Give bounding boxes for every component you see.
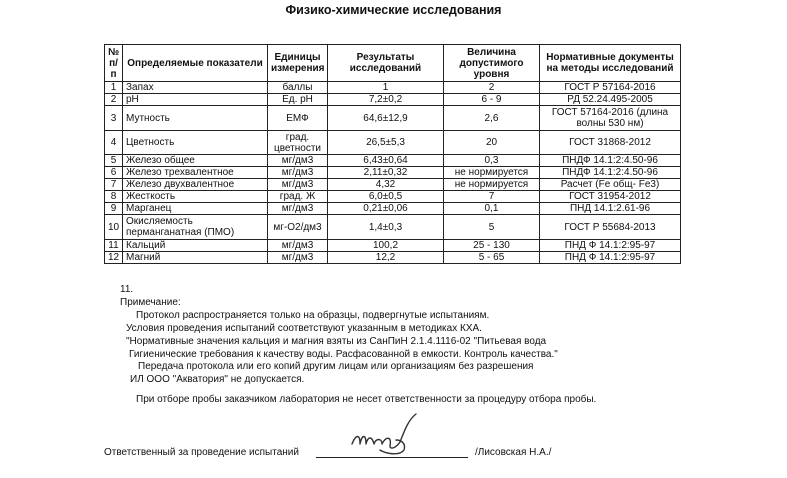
permissible-level: 5 - 65 [444, 252, 540, 264]
permissible-level: 2 [444, 82, 540, 94]
row-number: 6 [105, 167, 123, 179]
indicator-name: Железо общее [123, 155, 268, 167]
result-value: 1 [328, 82, 444, 94]
indicator-name: Кальций [123, 240, 268, 252]
responsible-label: Ответственный за проведение испытаний [104, 447, 299, 458]
permissible-level: 2,6 [444, 106, 540, 131]
units: баллы [268, 82, 328, 94]
units: мг/дм3 [268, 203, 328, 215]
method-document: ПНД 14.1:2.61-96 [540, 203, 681, 215]
table-row [105, 252, 681, 264]
row-number: 9 [105, 203, 123, 215]
table-row [105, 131, 681, 155]
indicator-name: Жесткость [123, 191, 268, 203]
units: мг/дм3 [268, 179, 328, 191]
row-number: 2 [105, 94, 123, 106]
units: мг-О2/дм3 [268, 215, 328, 240]
row-number: 11 [105, 240, 123, 252]
units: мг/дм3 [268, 252, 328, 264]
note-line: Передача протокола или его копий другим лицам или организациям без разрешения [138, 361, 534, 372]
document-title: Физико-химические исследования [285, 3, 502, 17]
row-number: 1 [105, 82, 123, 94]
indicator-name: Железо двухвалентное [123, 179, 268, 191]
table-row [105, 106, 681, 131]
note-line: Условия проведения испытаний соответствуют указанным в методиках КХА. [126, 323, 482, 334]
table-row [105, 203, 681, 215]
method-document: ПНДФ 14.1:2:4.50-96 [540, 155, 681, 167]
method-document: ГОСТ 31868-2012 [540, 131, 681, 155]
method-document: ГОСТ Р 55684-2013 [540, 215, 681, 240]
table-row [105, 155, 681, 167]
result-value: 6,43±0,64 [328, 155, 444, 167]
units: Ед. pH [268, 94, 328, 106]
indicator-name: Окисляемость перманганатная (ПМО) [123, 215, 268, 240]
table-row [105, 215, 681, 240]
column-header-limit: Величина допустимого уровня [444, 45, 540, 82]
indicator-name: Железо трехвалентное [123, 167, 268, 179]
table-row [105, 240, 681, 252]
table-row [105, 167, 681, 179]
units: мг/дм3 [268, 167, 328, 179]
permissible-level: 0,3 [444, 155, 540, 167]
method-document: Расчет (Fe общ- Fe3) [540, 179, 681, 191]
signature [346, 410, 426, 460]
permissible-level: 5 [444, 215, 540, 240]
result-value: 7,2±0,2 [328, 94, 444, 106]
result-value: 0,21±0,06 [328, 203, 444, 215]
section-number: 11. [120, 284, 134, 295]
permissible-level: 7 [444, 191, 540, 203]
note-line: ИЛ ООО "Акватория" не допускается. [130, 374, 305, 385]
units: мг/дм3 [268, 155, 328, 167]
note-label: Примечание: [120, 297, 181, 308]
units: град. Ж [268, 191, 328, 203]
method-document: ПНДФ 14.1:2:4.50-96 [540, 167, 681, 179]
result-value: 2,11±0,32 [328, 167, 444, 179]
indicator-name: Магний [123, 252, 268, 264]
sampling-note: При отборе пробы заказчиком лаборатория не несет ответственности за процедуру отбора пробы. [136, 394, 597, 405]
method-document: РД 52.24.495-2005 [540, 94, 681, 106]
row-number: 4 [105, 131, 123, 155]
method-document: ГОСТ 31954-2012 [540, 191, 681, 203]
permissible-level: 20 [444, 131, 540, 155]
permissible-level: 0,1 [444, 203, 540, 215]
indicator-name: Цветность [123, 131, 268, 155]
column-header-results: Результаты исследований [328, 45, 444, 82]
row-number: 7 [105, 179, 123, 191]
table-row [105, 82, 681, 94]
method-document: ГОСТ 57164-2016 (длина волны 530 нм) [540, 106, 681, 131]
row-number: 8 [105, 191, 123, 203]
note-line: Протокол распространяется только на образцы, подвергнутые испытаниям. [136, 310, 490, 321]
row-number: 3 [105, 106, 123, 131]
permissible-level: 6 - 9 [444, 94, 540, 106]
result-value: 12,2 [328, 252, 444, 264]
permissible-level: 25 - 130 [444, 240, 540, 252]
note-line: Гигиенические требования к качеству воды. Расфасованной в емкости. Контроль качества." [129, 349, 558, 360]
responsible-name: /Лисовская Н.А./ [475, 447, 552, 458]
indicator-name: Марганец [123, 203, 268, 215]
result-value: 64,6±12,9 [328, 106, 444, 131]
result-value: 6,0±0,5 [328, 191, 444, 203]
method-document: ПНД Ф 14.1:2:95-97 [540, 240, 681, 252]
results-table [104, 44, 681, 264]
note-line: "Нормативные значения кальция и магния взяты из СанПиН 2.1.4.1116-02 "Питьевая вода [126, 336, 547, 347]
column-header-method: Нормативные документы на методы исследований [540, 45, 681, 82]
permissible-level: не нормируется [444, 179, 540, 191]
indicator-name: Мутность [123, 106, 268, 131]
row-number: 5 [105, 155, 123, 167]
signature-line [316, 457, 468, 458]
result-value: 4,32 [328, 179, 444, 191]
units: град. цветности [268, 131, 328, 155]
table-row [105, 191, 681, 203]
method-document: ГОСТ Р 57164-2016 [540, 82, 681, 94]
permissible-level: не нормируется [444, 167, 540, 179]
result-value: 1,4±0,3 [328, 215, 444, 240]
row-number: 10 [105, 215, 123, 240]
column-header-indicator: Определяемые показатели [123, 45, 268, 82]
table-row [105, 94, 681, 106]
row-number: 12 [105, 252, 123, 264]
result-value: 100,2 [328, 240, 444, 252]
indicator-name: pH [123, 94, 268, 106]
table-header-row [105, 45, 681, 82]
result-value: 26,5±5,3 [328, 131, 444, 155]
column-header-number: № п/п [105, 45, 123, 82]
method-document: ПНД Ф 14.1:2:95-97 [540, 252, 681, 264]
indicator-name: Запах [123, 82, 268, 94]
column-header-units: Единицы измерения [268, 45, 328, 82]
units: ЕМФ [268, 106, 328, 131]
units: мг/дм3 [268, 240, 328, 252]
table-row [105, 179, 681, 191]
